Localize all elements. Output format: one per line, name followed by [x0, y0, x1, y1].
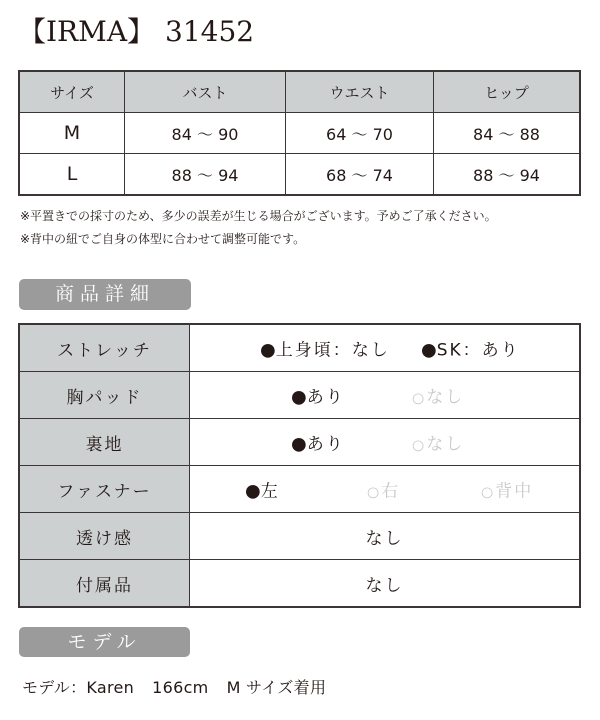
- header-size: サイズ: [19, 71, 125, 113]
- detail-row-accessories: [19, 560, 580, 608]
- detail-row-lining: [19, 419, 580, 466]
- hip-value: 84 ～ 88: [434, 113, 581, 154]
- product-details-table: [18, 323, 581, 608]
- bust-value: 84 ～ 90: [125, 113, 286, 154]
- filled-circle-icon: ●: [245, 480, 261, 502]
- option-right: ○ 右: [367, 481, 401, 502]
- section-heading-model: モデル: [19, 627, 190, 657]
- filled-circle-icon: ●: [291, 433, 307, 455]
- filled-circle-icon: ●: [260, 339, 276, 361]
- detail-label: 裏地: [19, 419, 190, 466]
- option-yes: ●あり: [291, 386, 345, 408]
- model-height: 166cm: [152, 678, 209, 697]
- option-no: ○ なし: [412, 387, 465, 408]
- option-upper-body: ●上身頃：なし: [260, 339, 390, 361]
- detail-value: なし: [190, 513, 581, 560]
- empty-circle-icon: ○: [412, 437, 425, 454]
- filled-circle-icon: ●: [421, 339, 437, 361]
- header-hip: ヒップ: [434, 71, 581, 113]
- detail-label: 付属品: [19, 560, 190, 608]
- model-size-worn: M サイズ着用: [226, 678, 327, 697]
- detail-label: 透け感: [19, 513, 190, 560]
- waist-value: 68 ～ 74: [286, 154, 434, 196]
- header-bust: バスト: [125, 71, 286, 113]
- note-adjustable: ※背中の紐でご自身の体型に合わせて調整可能です。: [20, 232, 306, 246]
- brand-name: 【IRMA】: [18, 15, 156, 48]
- size-row-l: [19, 154, 580, 196]
- empty-circle-icon: ○: [481, 484, 494, 501]
- filled-circle-icon: ●: [291, 386, 307, 408]
- empty-circle-icon: ○: [367, 484, 380, 501]
- header-waist: ウエスト: [286, 71, 434, 113]
- option-yes: ●あり: [291, 433, 345, 455]
- empty-circle-icon: ○: [412, 390, 425, 407]
- option-left: ●左: [245, 480, 280, 502]
- detail-row-sheerness: [19, 513, 580, 560]
- size-table-header: [19, 71, 580, 113]
- model-name: モデル：Karen: [22, 678, 135, 697]
- detail-row-bust-pad: [19, 372, 580, 419]
- size-notes: [20, 205, 497, 251]
- waist-value: 64 ～ 70: [286, 113, 434, 154]
- detail-value: なし: [190, 560, 581, 608]
- size-label: M: [19, 113, 125, 154]
- detail-label: ストレッチ: [19, 324, 190, 372]
- detail-label: ファスナー: [19, 466, 190, 513]
- note-measurement: ※平置きでの採寸のため、多少の誤差が生じる場合がございます。予めご了承ください。: [20, 209, 497, 223]
- product-title: [18, 15, 255, 48]
- option-skirt: ●SK：あり: [421, 339, 520, 361]
- product-code: 31452: [165, 15, 255, 48]
- detail-row-stretch: [19, 324, 580, 372]
- bust-value: 88 ～ 94: [125, 154, 286, 196]
- detail-label: 胸パッド: [19, 372, 190, 419]
- size-chart-table: [18, 70, 581, 196]
- detail-row-zipper: [19, 466, 580, 513]
- option-back: ○ 背中: [481, 481, 534, 502]
- size-label: L: [19, 154, 125, 196]
- hip-value: 88 ～ 94: [434, 154, 581, 196]
- option-no: ○ なし: [412, 434, 465, 455]
- model-info: [22, 675, 344, 698]
- section-heading-details: 商品詳細: [19, 279, 191, 310]
- size-row-m: [19, 113, 580, 154]
